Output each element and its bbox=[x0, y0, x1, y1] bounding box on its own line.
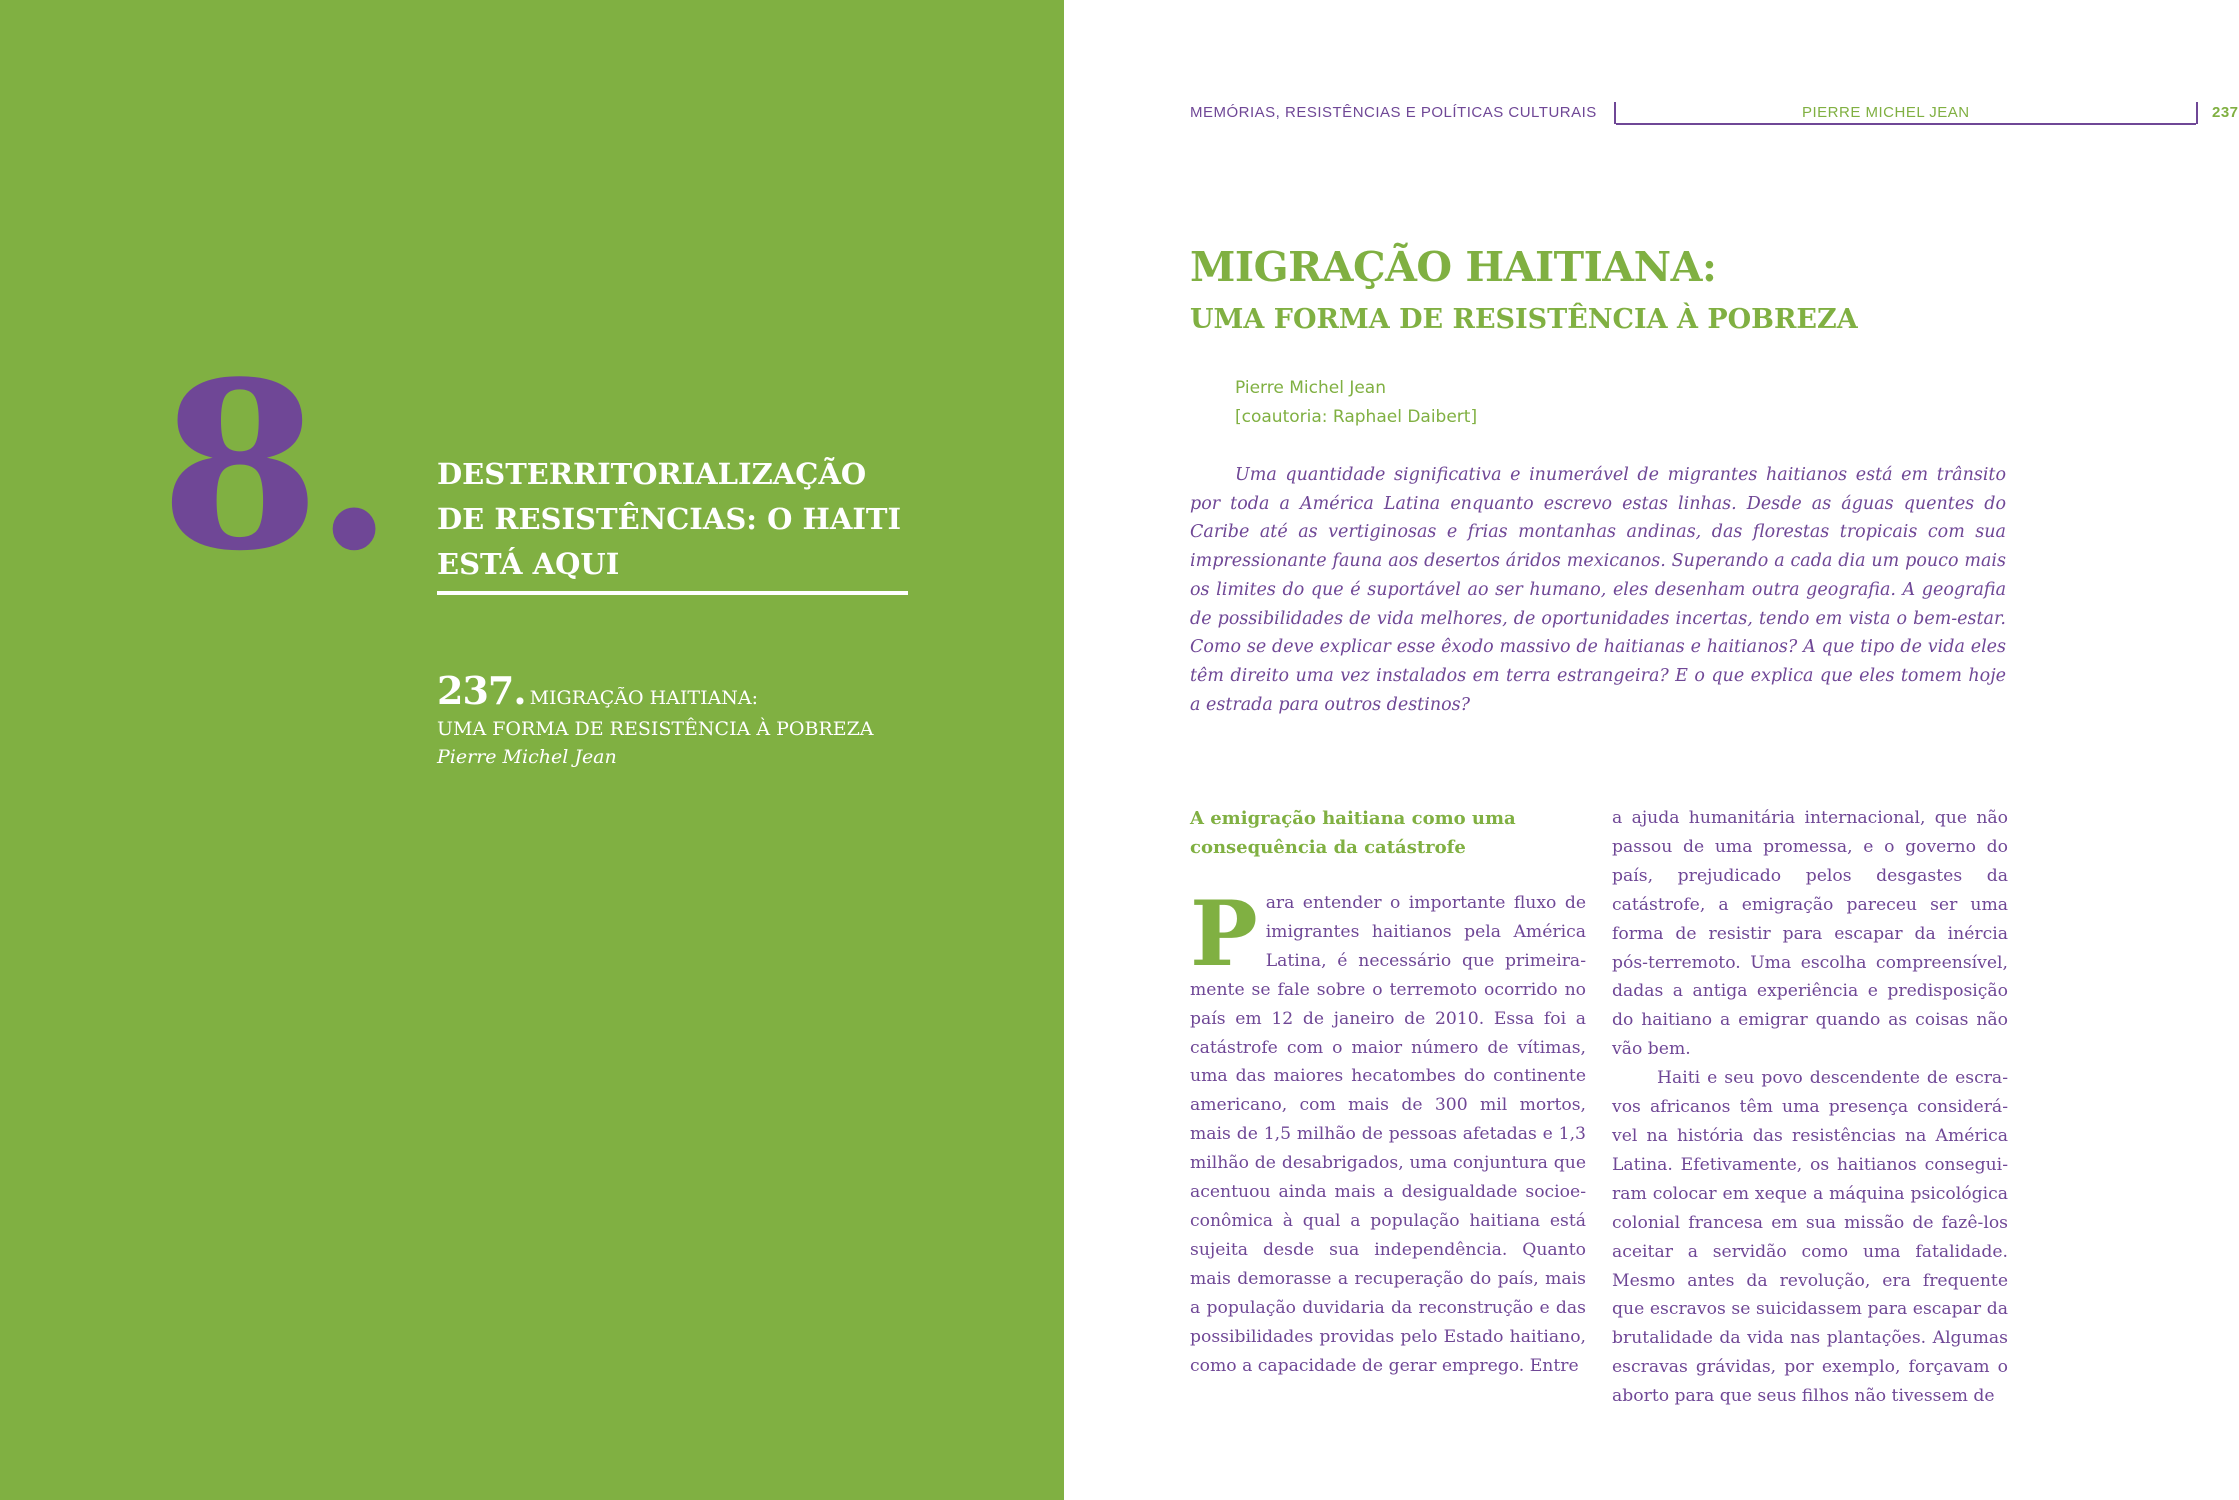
body-paragraph: a ajuda humanitária internacional, que não passou de uma promessa, e o governo do país, prejudicado pelos desgastes da catástrofe, a emigração pareceu ser uma forma de resistir para escapar da inércia pós-terremoto. Uma escolha compreensível, dadas a antiga experiência e predisposição do haitiano a emigrar quando as coisas não vão bem. bbox=[1612, 808, 2008, 1060]
paragraph-text: ara entender o importante fluxo de imigrantes haitianos pela América Latina, é necessário que primeiramente se fale sobre o terremoto ocorrido no país em 12 de janeiro de 2010. Essa foi a catástrofe com o maior número de vítimas, uma das maiores hecatombes do continente americano, com mais de 300 mil mortos, mais de 1,5 milhão de pessoas afetadas e 1,3 milhão de desabrigados, uma conjuntura que acentuou ainda mais a desigualdade socioeconômica à qual a população haitiana está sujeita desde sua independência. Quanto mais demorasse a recuperação do país, mais a população duvidaria da reconstrução e das possibilidades providas pelo Estado haitiano, como a capacidade de gerar emprego. Entre bbox=[1190, 893, 1586, 1376]
byline bbox=[1235, 374, 1477, 432]
article-subtitle: UMA FORMA DE RESISTÊNCIA À POBREZA bbox=[1190, 304, 1858, 335]
page-number: 237 bbox=[2212, 104, 2239, 121]
running-header-author: PIERRE MICHEL JEAN bbox=[1802, 104, 1970, 121]
abstract: Uma quantidade significativa e inumerável de migrantes haitianos está em trânsito por toda a América Latina enquanto escrevo estas linhas. Desde as águas quentes do Caribe até as vertiginosas e frias montanhas andinas, das florestas tropicais com sua impressionante fauna aos desertos áridos mexicanos. Superando a cada dia um pouco mais os limites do que é suportável ao ser humano, eles desenham outra geografia. A geografia de possibilidades de vida melhores, de oportunidades incertas, tendo em vista o bem-estar. Como se deve explicar esse êxodo massivo de haitianas e haitianos? A que tipo de vida eles têm direito uma vez instalados em terra estrangeira? E o que explica que eles tomem hoje a estrada para outros destinos? bbox=[1190, 465, 2006, 715]
text-column-right bbox=[1612, 804, 2008, 1411]
toc-author: Pierre Michel Jean bbox=[437, 746, 617, 768]
running-header-divider bbox=[1614, 102, 1616, 124]
running-header bbox=[1190, 102, 2239, 124]
toc-page-number: 237. bbox=[437, 668, 526, 713]
chapter-number: 8. bbox=[160, 332, 389, 602]
section-heading: A emigração haitiana como uma consequência da catástrofe bbox=[1190, 808, 1516, 858]
body-paragraph bbox=[1190, 881, 1586, 1380]
toc-entry[interactable] bbox=[437, 668, 917, 771]
coauthor-name: [coautoria: Raphael Daibert] bbox=[1235, 407, 1478, 427]
toc-subtitle: UMA FORMA DE RESISTÊNCIA À POBREZA bbox=[437, 718, 874, 740]
author-name: Pierre Michel Jean bbox=[1235, 378, 1386, 398]
body-paragraph: Haiti e seu povo descendente de escravos africanos têm uma presença considerável na história das resistências na América Latina. Efetivamente, os haitianos conseguiram colocar em xeque a máquina psicológica colonial francesa em sua missão de fazê-los aceitar a servidão como uma fatalidade. Mesmo antes da revolução, era frequente que escravos se suicidassem para escapar da brutalidade da vida nas plantações. Algumas escravas grávidas, por exemplo, forçavam o aborto para que seus filhos não tivessem de bbox=[1612, 1068, 2008, 1407]
running-header-divider bbox=[2196, 102, 2198, 124]
article-title: MIGRAÇÃO HAITIANA: bbox=[1190, 243, 1717, 291]
running-header-book-title: MEMÓRIAS, RESISTÊNCIAS E POLÍTICAS CULTURAIS bbox=[1190, 104, 1597, 121]
drop-cap: P bbox=[1190, 881, 1258, 987]
text-column-left bbox=[1190, 804, 1586, 1380]
chapter-opener-page bbox=[0, 0, 1064, 1500]
chapter-title-rule bbox=[437, 591, 908, 595]
chapter-title: DESTERRITORIALIZAÇÃO DE RESISTÊNCIAS: O HAITI ESTÁ AQUI bbox=[437, 457, 902, 581]
running-header-underline bbox=[1616, 123, 2196, 125]
toc-title: MIGRAÇÃO HAITIANA: bbox=[529, 687, 759, 709]
